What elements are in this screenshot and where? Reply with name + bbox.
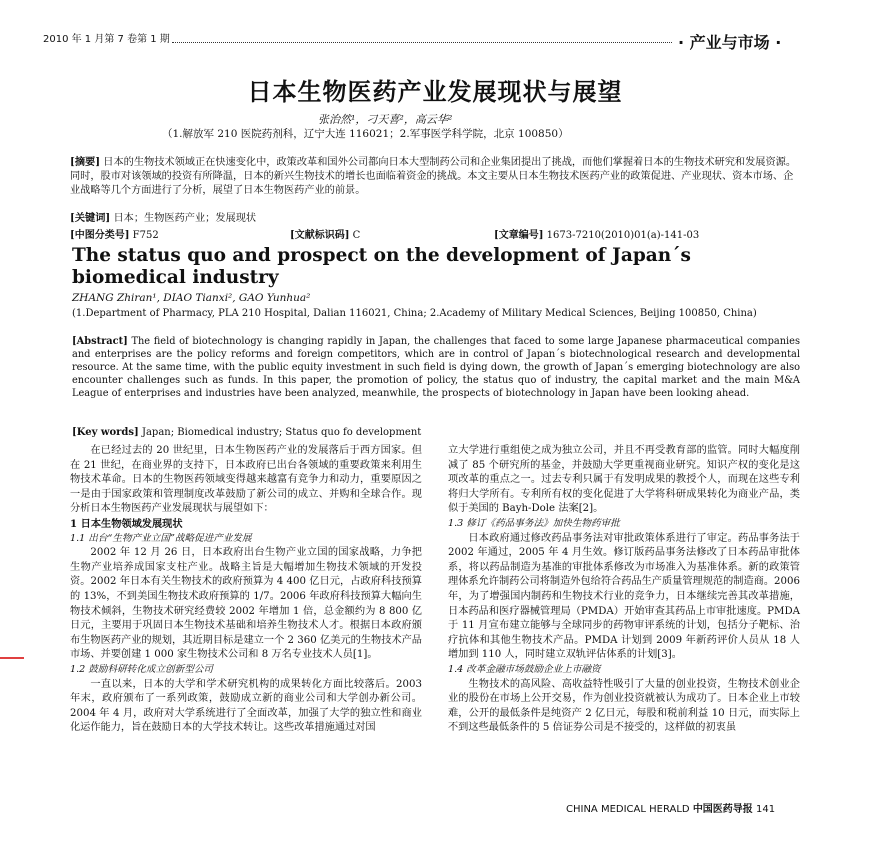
abstract-cn-label: [摘要] — [70, 156, 101, 168]
english-abstract-text: The field of biotechnology is changing rapidly in Japan, the challenges that faced to some large Japanese pharmaceutical companies and enterprises are the policy reforms and foreign competitors, which are in control of Japan´s biotechnological research and developmental resource. At the same time, with the public equity investment in such field is dying down, the growth of Japan´s emerging biotechnology are also encounter challenges such as funds. In this paper, the promotion of policy, the status quo of industry, the capital market and the main M&A League of enterprises and industries have been analyzed, meanwhile, the prospects of biotechnology in Japan have been looking ahead. — [72, 336, 800, 400]
section-heading: 1 日本生物领域发展现状 — [70, 517, 183, 530]
header-rule — [172, 42, 672, 43]
affiliation: （1.解放军 210 医院药剂科，辽宁大连 116021；2.军事医学科学院，北京 100850） — [162, 128, 569, 140]
subsection-heading: 1.3 修订《药品事务法》加快生物药审批 — [448, 517, 620, 529]
english-keywords — [72, 427, 421, 438]
keywords-cn-text: 日本；生物医药产业；发展现状 — [113, 213, 257, 224]
subsection-heading: 1.2 鼓励科研转化成立创新型公司 — [70, 663, 214, 675]
journal-name: CHINA MEDICAL HERALD — [566, 804, 690, 815]
doc-label: [文献标识码] — [290, 230, 350, 241]
article-value: 1673-7210(2010)01(a)-141-03 — [546, 230, 700, 241]
issue-info: 2010 年 1 月第 7 卷第 1 期 — [43, 34, 170, 45]
doc-field — [290, 226, 360, 241]
english-title: The status quo and prospect on the development of Japan´s biomedical industry — [72, 245, 691, 288]
subsection-heading: 1.4 改革金融市场鼓励企业上市融资 — [448, 663, 601, 675]
article-title: 日本生物医药产业发展现状与展望 — [247, 78, 623, 106]
abstract-cn-text: 日本的生物技术领域正在快速变化中，政策改革和国外公司都向日本大型制药公司和企业集团提出了挑战，而他们掌握着日本的生物技术研究和发展资源。同时，股市对该领域的投资有所降温，日本的新兴生物技术的增长也面临着资金的挑战。本文主要从日本生物技术医药产业的政策促进、产业现状、资本市场、企业战略等几个方面进行了分析，展望了日本生物医药产业的前景。 — [70, 157, 797, 196]
english-abstract — [72, 335, 800, 400]
english-keywords-label: [Key words] — [72, 427, 139, 438]
keywords-cn — [70, 211, 800, 226]
subsection-heading: 1.1 出台“生物产业立国”战略促进产业发展 — [70, 532, 252, 544]
journal-name-cn: 中国医药导报 — [692, 804, 753, 815]
clc-label: [中图分类号] — [70, 230, 130, 241]
paragraph: 生物技术的高风险、高收益特性吸引了大量的创业投资，生物技术创业企业的股份在市场上公开交易，作为创业投资就被认为成功了。日本企业上市较难，公开的最低条件是纯资产 2 亿日元，每股和税前利益 10 日元，而实际上不到这些最低条件的 5 倍证券公司是不接受的，这样做的初衷虽 — [448, 678, 800, 734]
paragraph: 一直以来，日本的大学和学术研究机构的成果转化方面比较落后。2003 年末，政府颁布了一系列政策，鼓励成立新的商业公司和大学创办新公司。2004 年 4 月，政府对大学系统进行了全面改革，加强了大学的独立性和商业化运作能力，旨在鼓励日本的大学技术转让。这些改革措施通过对国 — [70, 678, 422, 734]
body-column-right — [448, 444, 800, 736]
keywords-cn-label: [关键词] — [70, 212, 111, 224]
article-field — [494, 226, 699, 241]
abstract-cn — [70, 155, 800, 198]
paragraph: 在已经过去的 20 世纪里，日本生物医药产业的发展落后于西方国家。但在 21 世纪，在商业界的支持下，日本政府已出台各领域的重要政策来利用生物技术革命。日本的生物医药领域变得越来越富有竞争力和动力，重要原因之一是由于国家政策和管理制度改革鼓励了新公司的成立、并购和全球合作。现分析日本生物医药产业发展现状与展望如下： — [70, 445, 422, 515]
english-authors: ZHANG Zhiran¹, DIAO Tianxi², GAO Yunhua² — [72, 292, 311, 304]
page-footer — [566, 800, 775, 815]
english-affiliation: (1.Department of Pharmacy, PLA 210 Hospital, Dalian 116021, China; 2.Academy of Military Medical Sciences, Beijing 100850, China) — [72, 308, 757, 319]
section-label: · 产业与市场 · — [678, 33, 782, 52]
paragraph: 立大学进行重组使之成为独立公司，并且不再受教育部的监管。同时大幅度削减了 85 个研究所的基金，并鼓励大学更重视商业研究。知识产权的变化是这项改革的重点之一。过去专利只属于有发明成果的教授个人，而现在这些专利将归大学所有。专利所有权的变化促进了大学将科研成果转化为商业产品，类似于美国的 Bayh-Dole 法案[2]。 — [448, 445, 800, 515]
article-label: [文章编号] — [494, 230, 544, 241]
paragraph: 2002 年 12 月 26 日，日本政府出台生物产业立国的国家战略，力争把生物产业培养成国家支柱产业。战略主旨是大幅增加生物技术领域的开发投资。2002 年日本有关生物技术的政府预算为 4 400 亿日元，占政府科技预算的 13%，不到美国生物技术政府预算的 1/7。2006 年政府科技预算大幅向生物技术倾斜，生物技术研究经费较 2002 年增加 1 倍，总金额约为 8 800 亿日元，主要用于巩固日本生物技术基础和培养生物技术人才。根据日本政府颁布生物医药产业的规划，其近期目标是建立一个 2 360 亿美元的生物技术产品市场、并要创建 1 000 家生物技术公司和 8 万名专业技术人员[1]。 — [70, 547, 422, 661]
english-abstract-label: [Abstract] — [72, 336, 128, 347]
clc-value: F752 — [132, 230, 159, 241]
margin-mark — [0, 657, 24, 659]
paragraph: 日本政府通过修改药品事务法对审批政策体系进行了审定。药品事务法于 2002 年通过，2005 年 4 月生效。修订版药品事务法修改了日本药品审批体系，将以药品制造为基准的审批体系修改为市场准入为基准体系。新的政策管理体系允许制药公司将制造外包给符合药品生产质量管理规范的制造商。2006 年，为了增强国内制药和生物技术行业的竞争力，日本继续完善其改革措施，日本药品和医疗器械管理局（PMDA）开始审查其药品上市审批速度。PMDA 于 11 月宣布建立能够与全球同步的药物审评系统的计划，包括分子靶标、治疗抗体和其他生物技术产品。PMDA 计划到 2009 年新药评价人员从 18 人增加到 110 人，同时建立双轨评估体系的计划[3]。 — [448, 532, 800, 661]
authors: 张治然¹，刁天喜²，高云华² — [318, 113, 453, 126]
english-keywords-text: Japan; Biomedical industry; Status quo fo development — [141, 427, 422, 438]
clc-field — [70, 226, 159, 241]
doc-value: C — [352, 230, 361, 241]
page-number: 141 — [756, 804, 776, 815]
body-column-left — [70, 444, 422, 736]
